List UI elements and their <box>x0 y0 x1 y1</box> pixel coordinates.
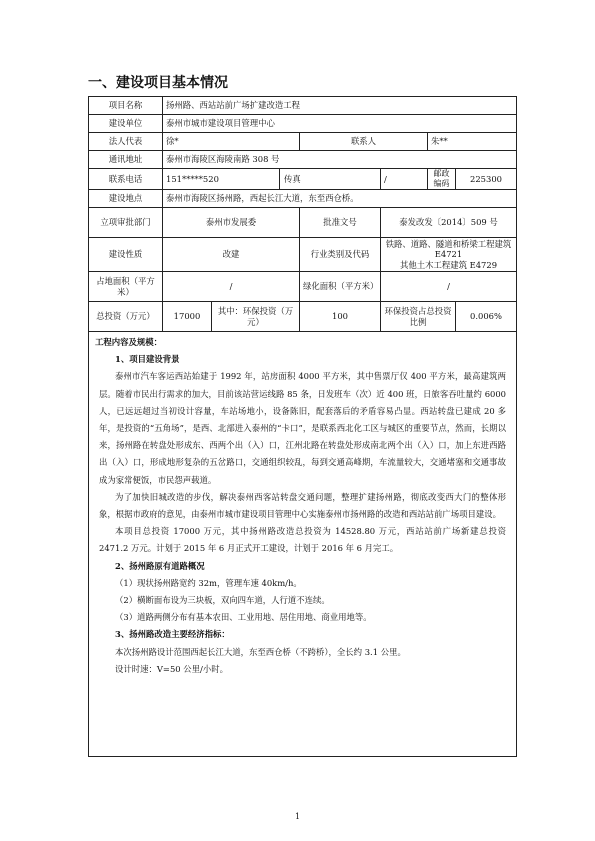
nature: 改建 <box>163 238 300 272</box>
section-1-paragraph-1: 泰州市汽车客运西站始建于 1992 年，站房面积 4000 平方米，其中售票厅仅 400 平方米，最高建筑两层。随着市民出行需求的加大，目前该站营运线路 85 条，日发班车（次）近 400 班，日旅客吞吐量约 6000 人，已远远超过当初设计容量，车站场地小，设备陈旧，配套落后的矛盾容易凸显。西站转盘已建成 20 多年，是投资的“五角场”，是西、北部进入泰州的“卡口”，是联系西北化工区与城区的重要节点，然而，长期以来，扬州路在转盘处形成东、西两个出（入）口，江州北路在转盘处形成南北两个出（入）口，加上东进西路出（入）口，形成地形复杂的五岔路口，交通组织较乱，每到交通高峰期，车流量较大，交通堵塞和交通事故成为家常便饭，市民怨声载道。 <box>99 371 507 485</box>
env-ratio: 0.006% <box>456 302 517 332</box>
site: 泰州市海陵区扬州路，西起长江大道，东至西仓桥。 <box>163 190 517 208</box>
project-name: 扬州路、西站站前广场扩建改造工程 <box>163 97 517 115</box>
section-2-item-3: （3）道路两侧分布有基本农田、工业用地、居住用地、商业用地等。 <box>115 612 372 623</box>
project-name-label: 项目名称 <box>89 97 163 115</box>
industry-codes <box>381 238 517 272</box>
env-invest-label: 其中：环保投资（万元） <box>212 302 300 332</box>
industry-label: 行业类别及代码 <box>300 238 381 272</box>
legal-rep: 徐* <box>163 133 300 151</box>
section-1-title: 1、项目建设背景 <box>115 354 180 365</box>
land-area: / <box>163 272 300 302</box>
row-investment <box>89 302 517 332</box>
approval-dept-label: 立项审批部门 <box>89 208 163 238</box>
industry-line-1: 铁路、道路、隧道和桥梁工程建筑 E4721 <box>385 238 512 260</box>
fax-label: 传真 <box>280 169 381 190</box>
builder: 泰州市城市建设项目管理中心 <box>163 115 517 133</box>
approval-dept: 泰州市发展委 <box>163 208 300 238</box>
project-info-table <box>88 96 517 757</box>
postcode: 225300 <box>456 169 517 190</box>
section-2-item-2: （2）横断面布设为三块板，双向四车道，人行道不连续。 <box>115 595 330 606</box>
row-approval <box>89 208 517 238</box>
row-address <box>89 151 517 169</box>
total-invest-label: 总投资（万元） <box>89 302 163 332</box>
section-3-paragraph-2: 设计时速：V=50 公里/小时。 <box>115 663 228 674</box>
nature-label: 建设性质 <box>89 238 163 272</box>
approval-no-label: 批准文号 <box>300 208 381 238</box>
land-area-label: 占地面积（平方米） <box>89 272 163 302</box>
contact: 朱** <box>428 133 517 151</box>
row-phone <box>89 169 517 190</box>
section-1-paragraph-3: 本项目总投资 17000 万元，其中扬州路改造总投资为 14528.80 万元，西站站前广场新建总投资 2471.2 万元。计划于 2015 年 6 月正式开工建设，计划于 2016 年 6 月完工。 <box>99 526 507 554</box>
section-2-title: 2、扬州路原有道路概况 <box>115 560 205 571</box>
phone: 151*****520 <box>163 169 280 190</box>
row-area <box>89 272 517 302</box>
builder-label: 建设单位 <box>89 115 163 133</box>
site-label: 建设地点 <box>89 190 163 208</box>
row-builder <box>89 115 517 133</box>
row-nature <box>89 238 517 272</box>
env-invest: 100 <box>300 302 381 332</box>
section-3-paragraph-1: 本次扬州路设计范围西起长江大道，东至西仓桥（不跨桥），全长约 3.1 公里。 <box>115 646 406 657</box>
contact-label: 联系人 <box>300 133 428 151</box>
fax: / <box>381 169 428 190</box>
row-legal-rep <box>89 133 517 151</box>
section-1-paragraph-2: 为了加快旧城改造的步伐，解决泰州西客站转盘交通问题，整理扩建扬州路，彻底改变西大门的整体形象，根据市政府的意见，由泰州市城市建设项目管理中心实施泰州市扬州路的改造和西站站前广场项目建设。 <box>99 491 507 520</box>
env-ratio-label: 环保投资占总投资比例 <box>381 302 456 332</box>
postcode-label: 邮政编码 <box>428 169 456 190</box>
row-site <box>89 190 517 208</box>
address-label: 通讯地址 <box>89 151 163 169</box>
address: 泰州市海陵区海陵南路 308 号 <box>163 151 517 169</box>
row-project-name <box>89 97 517 115</box>
green-area-label: 绿化面积（平方米） <box>300 272 381 302</box>
legal-rep-label: 法人代表 <box>89 133 163 151</box>
approval-no: 泰发改发〔2014〕509 号 <box>381 208 517 238</box>
section-title: 一、建设项目基本情况 <box>88 75 228 91</box>
description-heading: 工程内容及规模： <box>95 337 162 347</box>
page-number: 1 <box>294 812 301 821</box>
section-2-item-1: （1）现状扬州路宽约 32m，管理车速 40km/h。 <box>115 577 302 588</box>
project-description <box>89 332 517 757</box>
section-3-title: 3、扬州路改造主要经济指标： <box>115 629 230 640</box>
total-invest: 17000 <box>163 302 212 332</box>
phone-label: 联系电话 <box>89 169 163 190</box>
industry-line-2: 其他土木工程建筑 E4729 <box>399 259 498 270</box>
row-description <box>89 332 517 757</box>
green-area: / <box>381 272 517 302</box>
